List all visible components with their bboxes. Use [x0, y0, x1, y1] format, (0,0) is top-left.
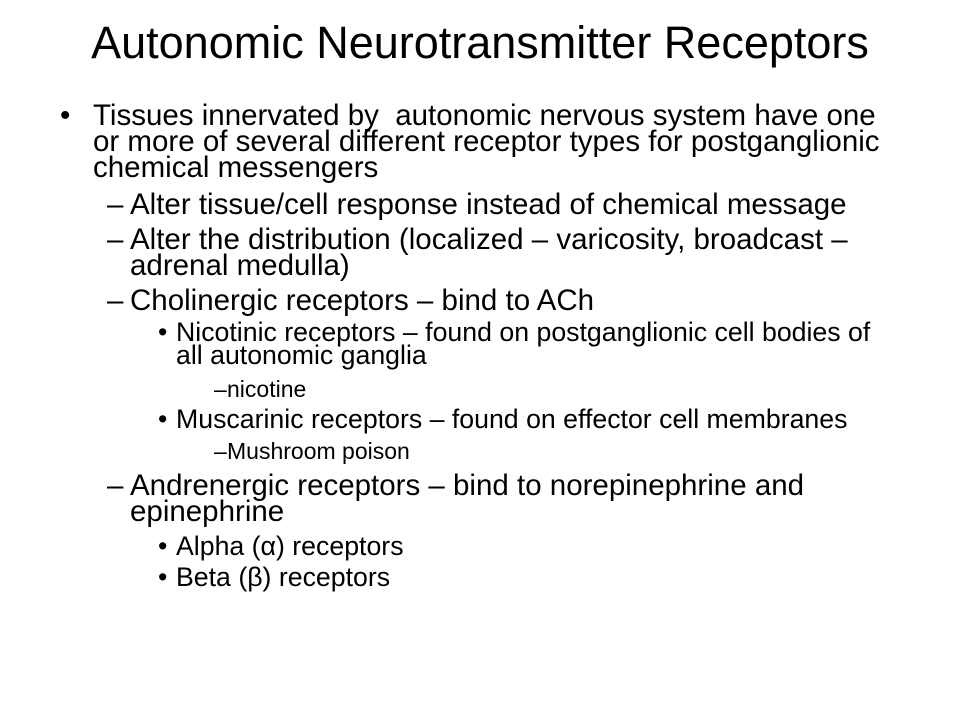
bullet-level-3 — [158, 317, 888, 370]
bullet-text: nicotine — [227, 376, 307, 402]
bullet-level-3 — [158, 531, 888, 561]
bullet-level-2 — [107, 284, 890, 317]
bullet-level-2 — [107, 469, 890, 528]
bullet-marker: • — [60, 99, 71, 132]
bullet-text: Nicotinic receptors – found on postganglionic cell bodies of all autonomic ganglia — [176, 317, 878, 370]
bullet-text: Alter tissue/cell response instead of chemical message — [130, 188, 847, 221]
bullet-text: Tissues innervated by autonomic nervous system have one or more of several different receptor types for postganglionic chemical messengers — [93, 99, 888, 184]
dash-marker: – — [107, 469, 124, 502]
bullet-marker: • — [158, 531, 168, 561]
dash-marker: – — [107, 284, 124, 317]
bullet-text: Beta (β) receptors — [176, 562, 391, 592]
bullet-marker: • — [158, 317, 168, 347]
bullet-text: Cholinergic receptors – bind to ACh — [130, 284, 595, 317]
dash-marker: – — [107, 223, 124, 256]
bullet-level-2 — [107, 223, 890, 282]
bullet-marker: • — [158, 562, 168, 592]
bullet-text: Andrenergic receptors – bind to norepinephrine and epinephrine — [130, 469, 813, 528]
bullet-text: Mushroom poison — [227, 438, 410, 464]
bullet-level-1 — [60, 99, 893, 184]
bullet-marker: • — [158, 404, 168, 434]
bullet-text: Alpha (α) receptors — [176, 531, 404, 561]
dash-marker: – — [107, 188, 124, 221]
bullet-level-2 — [107, 188, 890, 221]
bullet-text: Muscarinic receptors – found on effector cell membranes — [176, 404, 848, 434]
slide-title: Autonomic Neurotransmitter Receptors — [91, 17, 869, 68]
dash-marker: – — [214, 438, 227, 464]
bullet-level-4 — [214, 438, 887, 464]
bullet-level-3 — [158, 562, 888, 592]
bullet-text: Alter the distribution (localized – varicosity, broadcast – adrenal medulla) — [130, 223, 856, 282]
bullet-level-4 — [214, 376, 887, 402]
dash-marker: – — [214, 376, 227, 402]
bullet-level-3 — [158, 404, 888, 434]
